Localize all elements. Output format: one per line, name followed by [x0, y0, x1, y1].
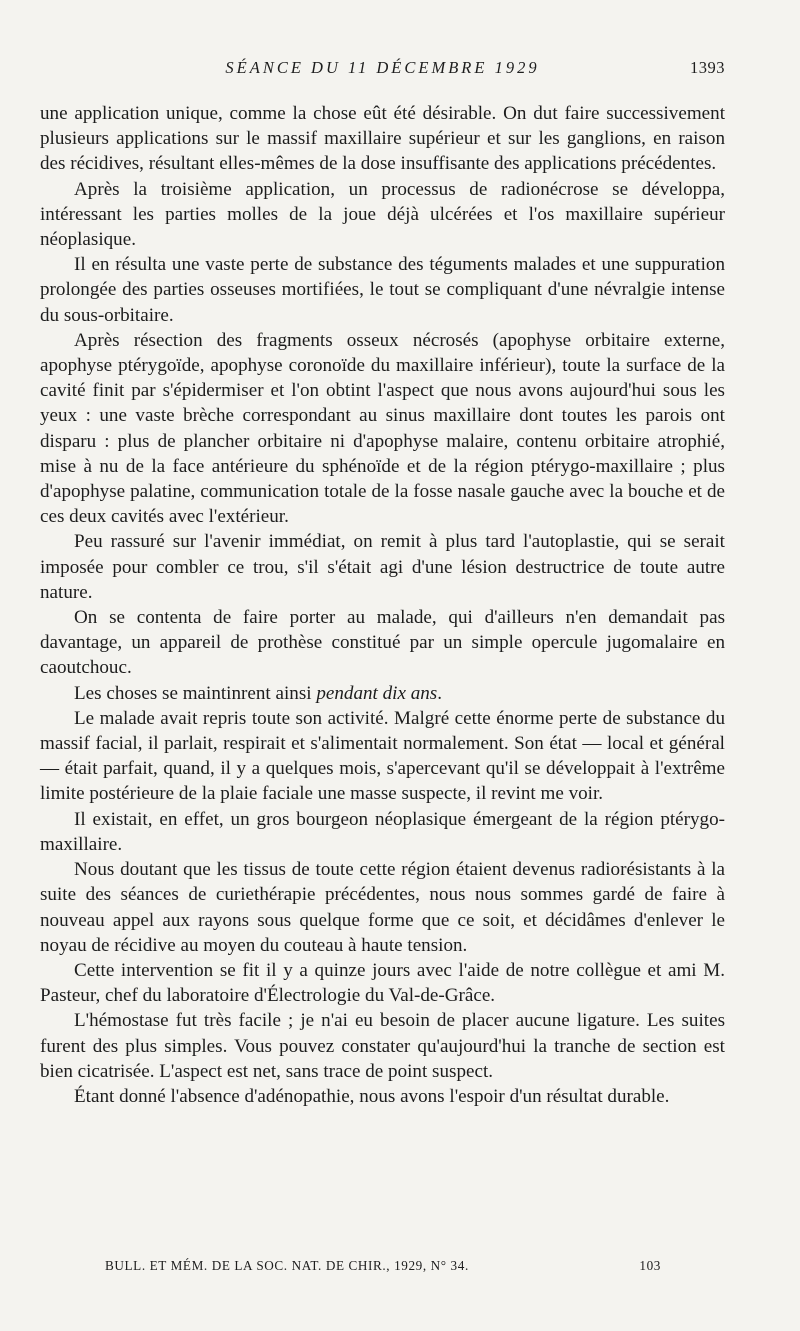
paragraph: L'hémostase fut très facile ; je n'ai eu besoin de placer aucune ligature. Les suites furent des plus simples. Vous pouvez constater qu'aujourd'hui la tranche de section est bien cicatrisée. L'aspect est net, sans trace de point suspect.: [40, 1010, 725, 1082]
page-number: 1393: [690, 58, 725, 77]
body-text: [40, 101, 725, 1109]
paragraph: Il en résulta une vaste perte de substance des téguments malades et une suppuration prolongée des parties osseuses mortifiées, le tout se compliquant d'une névralgie intense du sous-orbitaire.: [40, 254, 725, 326]
paragraph: Étant donné l'absence d'adénopathie, nous avons l'espoir d'un résultat durable.: [74, 1085, 670, 1107]
paragraph: Nous doutant que les tissus de toute cette région étaient devenus radiorésistants à la suite des séances de curiethérapie précédentes, nous nous sommes gardé de faire à nouveau appel aux rayons sous quelque forme que ce soit, et décidâmes d'enlever le noyau de récidive au moyen du couteau à haute tension.: [40, 859, 725, 956]
page-footer: [105, 1258, 661, 1278]
paragraph-italic-phrase: [40, 681, 725, 706]
paragraph: une application unique, comme la chose eût été désirable. On dut faire successivement plusieurs applications sur le massif maxillaire supérieur et sur les ganglions, en raison des récidives, résultant elles-mêmes de la dose insuffisante des applications précédentes.: [40, 103, 725, 175]
paragraph: Après la troisième application, un processus de radionécrose se développa, intéressant les parties molles de la joue déjà ulcérées et l'os maxillaire supérieur néoplasique.: [40, 178, 725, 251]
sheet-number: 103: [639, 1258, 661, 1273]
paragraph: Après résection des fragments osseux nécrosés (apophyse orbitaire externe, apophyse ptérygoïde, apophyse coronoïde du maxillaire inférieur), toute la surface de la cavité finit par s'épidermiser et l'on obtint l'aspect que nous avons aujourd'hui sous les yeux : une vaste brèche correspondant au sinus maxillaire dont toutes les parois ont disparu : plus de plancher orbitaire ni d'apophyse malaire, contenu orbitaire atrophié, mise à nu de la face antérieure du sphénoïde et de la région ptérygo-maxillaire ; plus d'apophyse palatine, communication totale de la fosse nasale gauche avec la bouche et de ces deux cavités avec l'extérieur.: [40, 329, 725, 528]
paragraph: Cette intervention se fit il y a quinze jours avec l'aide de notre collègue et ami M. Pasteur, chef du laboratoire d'Électrologie du Val-de-Grâce.: [40, 959, 725, 1007]
running-title: SÉANCE DU 11 DÉCEMBRE 1929: [225, 58, 540, 77]
paragraph-text: Les choses se maintinrent ainsi: [74, 682, 317, 704]
paragraph: Il existait, en effet, un gros bourgeon néoplasique émergeant de la région ptérygo-maxillaire.: [40, 808, 725, 855]
italic-phrase: pendant dix ans: [316, 682, 438, 704]
journal-reference: BULL. ET MÉM. DE LA SOC. NAT. DE CHIR., 1929, N° 34.: [105, 1258, 469, 1273]
paragraph: Le malade avait repris toute son activité. Malgré cette énorme perte de substance du massif facial, il parlait, respirait et s'alimentait normalement. Son état — local et général — était parfait, quand, il y a quelques mois, s'apercevant qu'il se développait à l'extrême limite postérieure de la plaie faciale une masse suspecte, il revint me voir.: [40, 707, 725, 805]
paragraph: On se contenta de faire porter au malade, qui d'ailleurs n'en demandait pas davantage, un appareil de prothèse constitué par un simple opercule jugomalaire en caoutchouc.: [40, 607, 725, 679]
paragraph: Peu rassuré sur l'avenir immédiat, on remit à plus tard l'autoplastie, qui se serait imposée pour combler ce trou, s'il s'était agi d'une lésion destructrice de toute autre nature.: [40, 531, 725, 603]
running-header: [40, 58, 725, 82]
paragraph-text: .: [437, 682, 443, 704]
